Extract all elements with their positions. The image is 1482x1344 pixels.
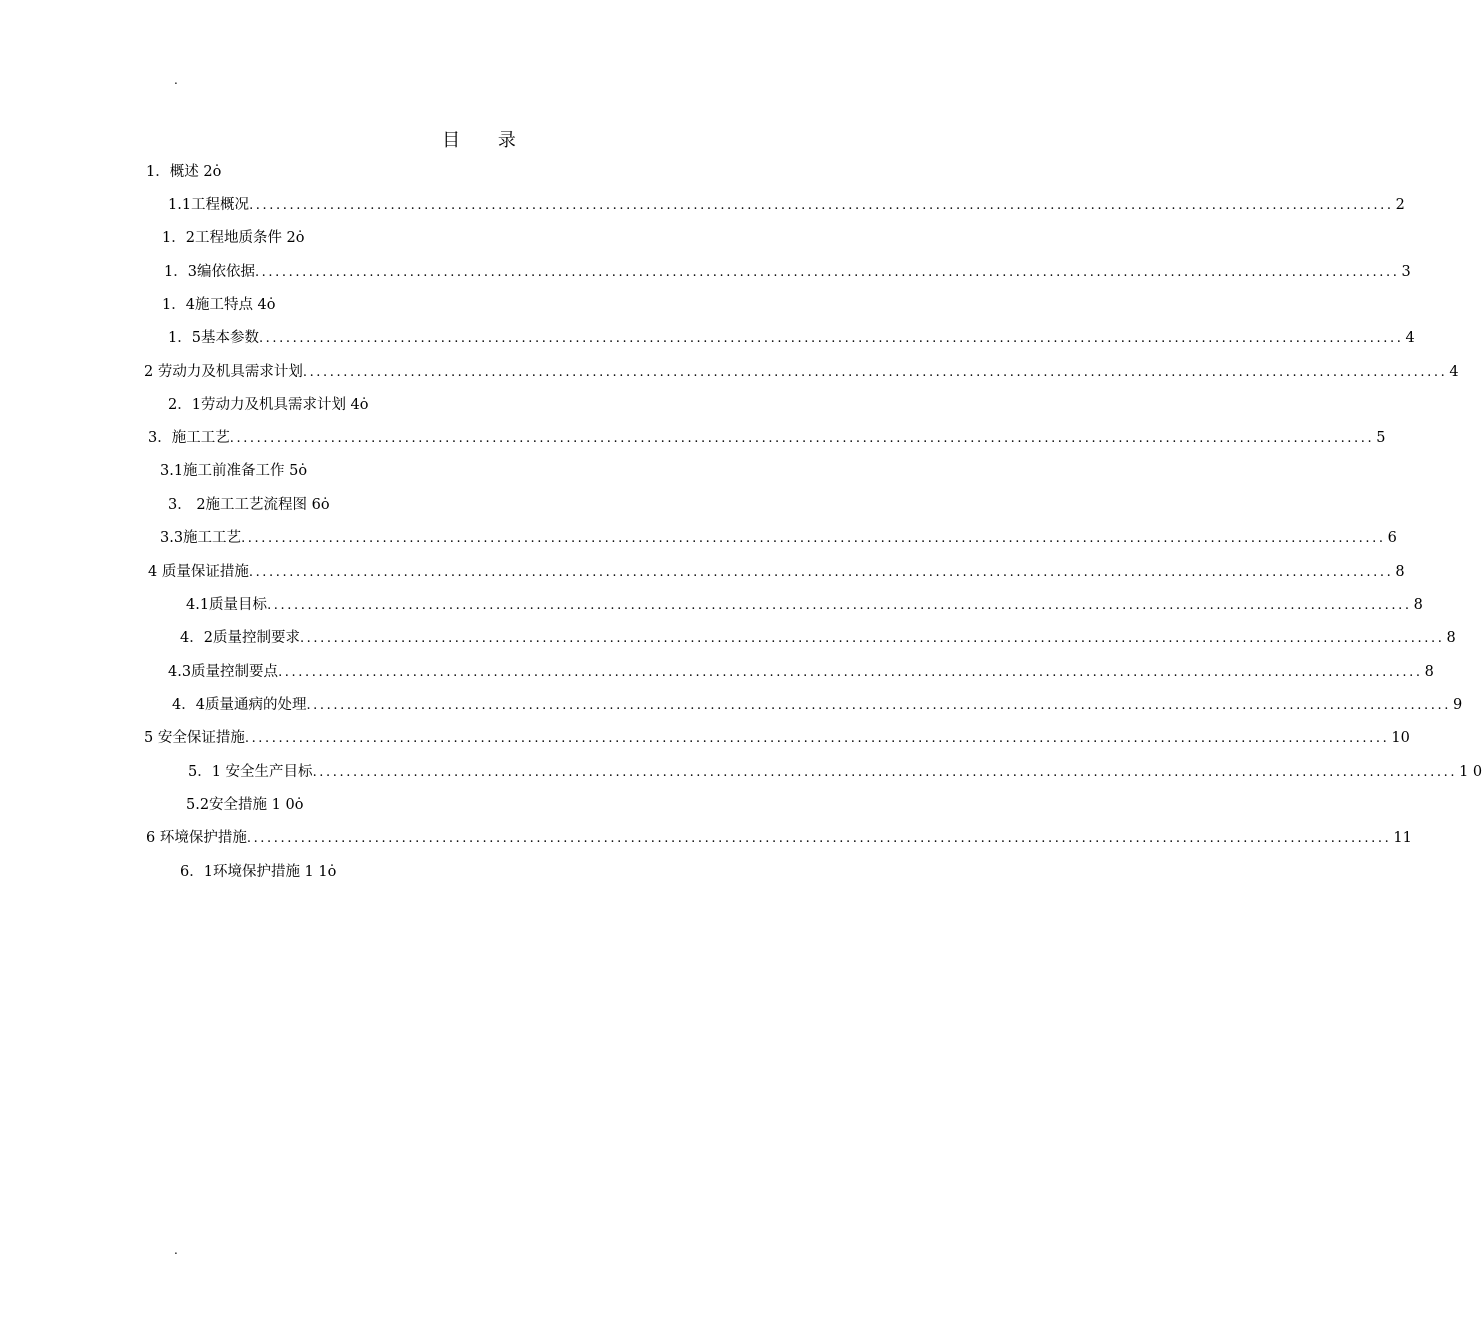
toc-entry[interactable] <box>144 360 1459 384</box>
header-mark: . <box>174 73 178 87</box>
toc-entry[interactable] <box>164 260 1411 284</box>
toc-leader-dots: .......................................................................................................................................................................... <box>258 331 1404 346</box>
toc-entry-label: 3.1施工前准备工作 5 <box>160 463 299 479</box>
toc-entry[interactable] <box>144 726 1410 750</box>
toc-entry[interactable] <box>146 160 221 184</box>
toc-entry-page: 9 <box>1452 697 1463 713</box>
toc-entry-page: ȯ <box>266 297 276 313</box>
toc-entry-label: 4.3质量控制要点 <box>168 664 279 680</box>
toc-entry[interactable] <box>160 526 1397 550</box>
toc-entry-page: 8 <box>1413 597 1423 613</box>
toc-entry-page: 8 <box>1446 630 1456 646</box>
toc-entry-page: 6 <box>1387 530 1397 546</box>
toc-entry-label: 4．2质量控制要求 <box>180 630 300 646</box>
toc-entry-label: 1．5基本参数 <box>168 330 259 346</box>
toc-entry-label: 4.1质量目标 <box>186 597 268 613</box>
toc-entry-page: ȯ <box>295 230 305 246</box>
toc-entry[interactable] <box>162 293 276 317</box>
toc-entry-label: 2 劳动力及机具需求计划 <box>144 364 303 380</box>
toc-entry[interactable] <box>168 326 1415 350</box>
toc-entry-page: ȯ <box>327 864 337 880</box>
toc-entry-label: 4 质量保证措施 <box>148 564 249 580</box>
toc-leader-dots: .......................................................................................................................................................................... <box>302 365 1448 380</box>
toc-leader-dots: .......................................................................................................................................................................... <box>248 565 1394 580</box>
toc-entry-label: 5．1 安全生产目标 <box>188 764 313 780</box>
toc-entry-label: 1．概述 2 <box>146 164 213 180</box>
toc-entry[interactable] <box>160 459 307 483</box>
toc-entry-label: 3.3施工工艺 <box>160 530 242 546</box>
toc-entry[interactable] <box>168 393 369 417</box>
toc-entry-page: ȯ <box>212 164 222 180</box>
toc-leader-dots: .......................................................................................................................................................................... <box>267 598 1412 613</box>
toc-entry-label: 1．3编依依据 <box>164 264 255 280</box>
toc-entry-page: 4 <box>1405 330 1415 346</box>
toc-entry-label: 2．1劳动力及机具需求计划 4 <box>168 397 360 413</box>
toc-entry-label: 3． 2施工工艺流程图 6 <box>168 497 321 513</box>
toc-leader-dots: .......................................................................................................................................................................... <box>229 431 1375 446</box>
toc-entry-page: 11 <box>1393 830 1412 846</box>
toc-entry-page: ȯ <box>294 797 304 813</box>
toc-entry-page: 10 <box>1391 730 1410 746</box>
toc-entry[interactable] <box>168 193 1405 217</box>
toc-entry[interactable] <box>168 493 330 517</box>
toc-leader-dots: .......................................................................................................................................................................... <box>241 531 1386 546</box>
toc-entry-label: 1．2工程地质条件 2 <box>162 230 296 246</box>
toc-entry-page: 3 <box>1401 264 1411 280</box>
toc-entry-page: ȯ <box>359 397 369 413</box>
toc-entry[interactable] <box>188 760 1482 784</box>
toc-entry-label: 1．4施工特点 4 <box>162 297 267 313</box>
toc-entry-label: 5 安全保证措施 <box>144 730 245 746</box>
toc-entry[interactable] <box>146 826 1412 850</box>
toc-entry-label: 1.1工程概况 <box>168 197 250 213</box>
toc-entry-label: 4．4质量通病的处理 <box>172 697 307 713</box>
toc-leader-dots: .......................................................................................................................................................................... <box>306 698 1451 713</box>
toc-entry-page: 2 <box>1395 197 1405 213</box>
toc-entry-label: 6 环境保护措施 <box>146 830 247 846</box>
toc-entry-page: ȯ <box>298 463 308 479</box>
toc-leader-dots: .......................................................................................................................................................................... <box>254 265 1400 280</box>
toc-entry-page: 8 <box>1424 664 1434 680</box>
toc-leader-dots: .......................................................................................................................................................................... <box>244 731 1390 746</box>
toc-entry[interactable] <box>186 793 303 817</box>
toc-entry[interactable] <box>162 226 305 250</box>
toc-leader-dots: .......................................................................................................................................................................... <box>278 665 1423 680</box>
toc-entry[interactable] <box>148 426 1386 450</box>
toc-entry[interactable] <box>186 593 1423 617</box>
toc-entry[interactable] <box>172 693 1463 717</box>
toc-entry[interactable] <box>180 860 336 884</box>
toc-entry-page: 4 <box>1449 364 1459 380</box>
toc-leader-dots: .......................................................................................................................................................................... <box>249 198 1394 213</box>
toc-entry-label: 6．1环境保护措施 1 1 <box>180 864 328 880</box>
toc-leader-dots: .......................................................................................................................................................................... <box>312 765 1458 780</box>
toc-entry-page: 8 <box>1395 564 1405 580</box>
toc-entry-page: 1 0 <box>1459 764 1482 780</box>
toc-entry[interactable] <box>168 660 1434 684</box>
toc-entry-page: 5 <box>1376 430 1386 446</box>
footer-mark: . <box>174 1243 178 1257</box>
toc-leader-dots: .......................................................................................................................................................................... <box>299 631 1445 646</box>
page-title: 目 录 <box>442 130 532 151</box>
toc-entry[interactable] <box>148 560 1405 584</box>
toc-leader-dots: .......................................................................................................................................................................... <box>246 831 1392 846</box>
toc-entry[interactable] <box>180 626 1456 650</box>
toc-entry-label: 5.2安全措施 1 0 <box>186 797 295 813</box>
toc-entry-page: ȯ <box>320 497 330 513</box>
toc-entry-label: 3．施工工艺 <box>148 430 230 446</box>
